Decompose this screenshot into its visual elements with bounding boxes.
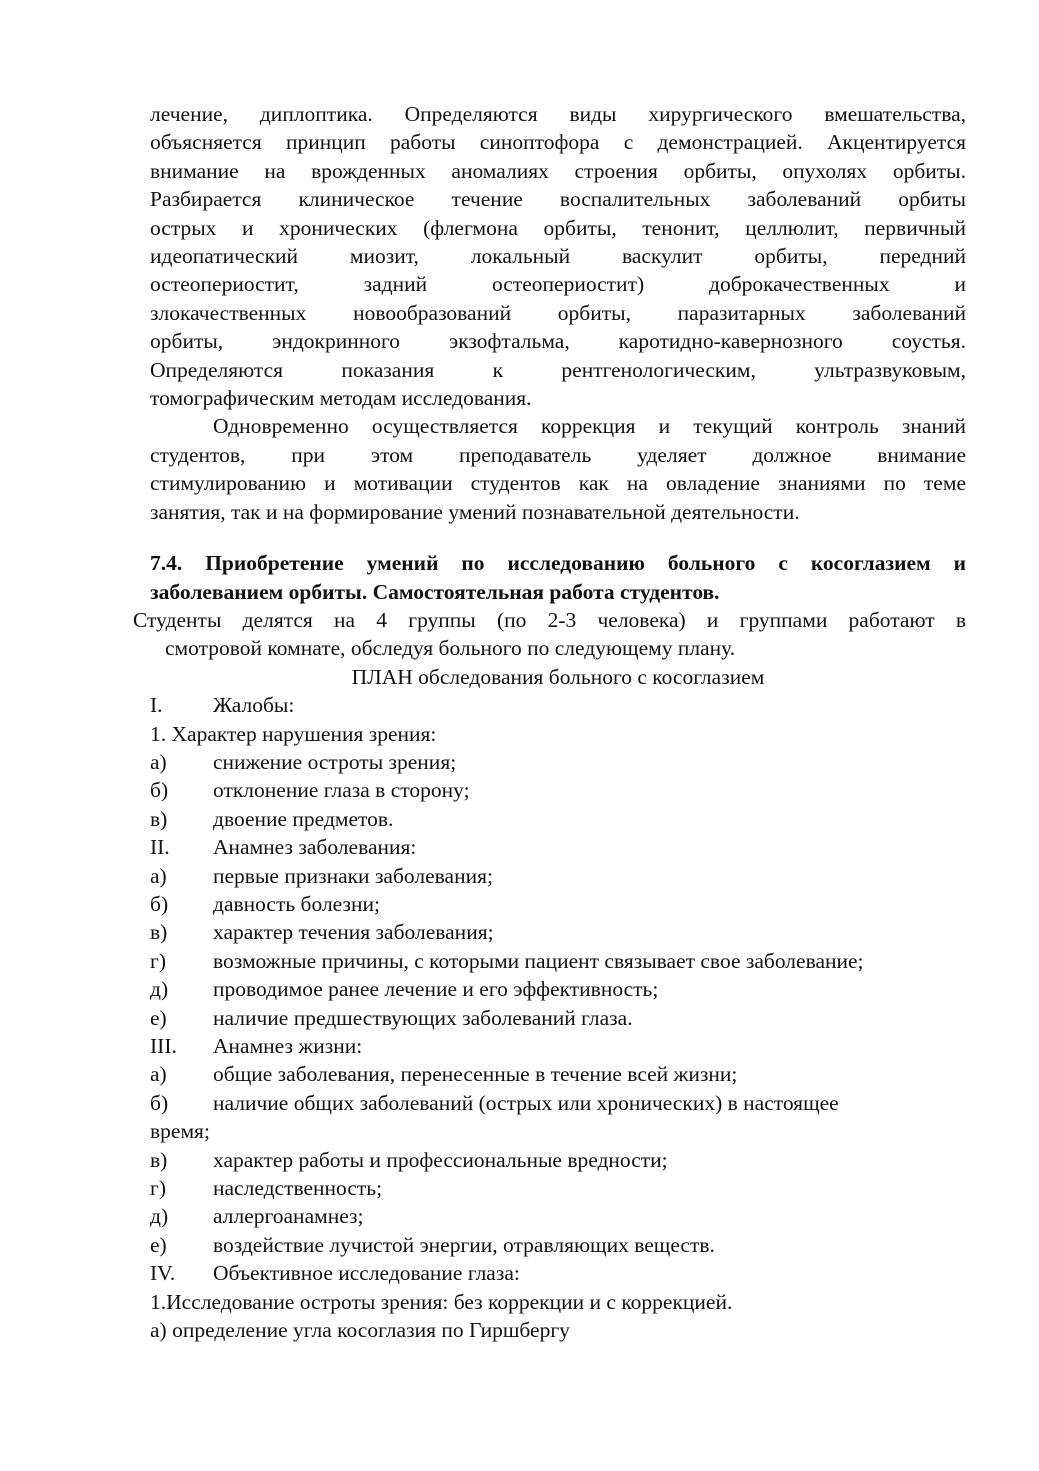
item-text: наличие предшествующих заболеваний глаза. xyxy=(213,1005,633,1030)
list-item xyxy=(150,776,966,804)
item-marker: в) xyxy=(150,920,168,945)
list-item xyxy=(150,1146,966,1174)
item-marker: д) xyxy=(150,1204,169,1229)
item-marker: е) xyxy=(150,1232,167,1257)
list-item xyxy=(150,1202,966,1230)
text-line: внимание на врожденных аномалиях строения орбиты, опухолях орбиты. xyxy=(150,158,966,183)
text-line: Одновременно осуществляется коррекция и текущий контроль знаний xyxy=(213,414,966,439)
list-item xyxy=(150,1089,966,1117)
subsection-title: 1.Исследование остроты зрения: без коррекции и с коррекцией. xyxy=(150,1289,733,1314)
section-marker: II. xyxy=(150,835,170,860)
text-line: стимулированию и мотивации студентов как на овладение знаниями по теме xyxy=(150,471,966,496)
item-marker: а) xyxy=(150,749,167,774)
list-item xyxy=(150,1004,966,1032)
text-line: объясняется принцип работы синоптофора с демонстрацией. Акцентируется xyxy=(150,130,966,155)
section-marker: I. xyxy=(150,693,163,718)
item-text: аллергоанамнез; xyxy=(213,1204,364,1229)
item-text: давность болезни; xyxy=(213,891,380,916)
section-life-history xyxy=(150,1032,966,1060)
text-line: томографическим методам исследования. xyxy=(150,386,532,411)
item-text: отклонение глаза в сторону; xyxy=(213,778,470,803)
list-item xyxy=(150,1231,966,1259)
document-page xyxy=(133,100,966,1344)
list-item xyxy=(150,947,966,975)
list-item xyxy=(150,975,966,1003)
text-line: остеопериостит, задний остеопериостит) доброкачественных и xyxy=(150,272,966,297)
list-item xyxy=(150,918,966,946)
item-text: воздействие лучистой энергии, отравляющих веществ. xyxy=(213,1232,715,1257)
item-marker: б) xyxy=(150,1090,169,1115)
item-text: общие заболевания, перенесенные в течение всей жизни; xyxy=(213,1062,738,1087)
section-title: Объективное исследование глаза: xyxy=(213,1261,520,1286)
heading-line: заболеванием орбиты. Самостоятельная работа студентов. xyxy=(150,579,720,604)
item-text: возможные причины, с которыми пациент связывает свое заболевание; xyxy=(213,948,864,973)
text-line: орбиты, эндокринного экзофтальма, каротидно-кавернозного соустья. xyxy=(150,329,966,354)
list-item xyxy=(150,890,966,918)
text-line: острых и хронических (флегмона орбиты, тенонит, целлюлит, первичный xyxy=(150,215,966,240)
item-marker: г) xyxy=(150,948,166,973)
section-title: Анамнез жизни: xyxy=(213,1034,363,1058)
section-marker: IV. xyxy=(150,1261,176,1286)
text-line: Определяются показания к рентгенологическим, ультразвуковым, xyxy=(150,357,966,382)
item-marker: а) xyxy=(150,1062,167,1087)
item-marker: д) xyxy=(150,977,169,1002)
item-marker: е) xyxy=(150,1005,167,1030)
list-item xyxy=(150,1060,966,1088)
item-marker: в) xyxy=(150,806,168,831)
item-text: двоение предметов. xyxy=(213,806,394,831)
text-line: занятия, так и на формирование умений познавательной деятельности. xyxy=(150,499,800,524)
text-line: Студенты делятся на 4 группы (по 2-3 человека) и группами работают в xyxy=(133,607,966,632)
item-text-continuation: время; xyxy=(150,1119,210,1144)
plan-title: ПЛАН обследования больного с косоглазием xyxy=(351,664,765,689)
item-text: характер работы и профессиональные вредности; xyxy=(213,1147,668,1172)
section-disease-history xyxy=(150,833,966,861)
item-text: первые признаки заболевания; xyxy=(213,863,493,888)
section-title: Жалобы: xyxy=(213,693,295,718)
text-line: смотровой комнате, обследуя больного по следующему плану. xyxy=(165,636,736,661)
item-marker: б) xyxy=(150,891,169,916)
item-marker: а) xyxy=(150,863,167,888)
section-complaints xyxy=(150,691,966,719)
paragraph-knowledge-control xyxy=(150,412,966,526)
section-title: Анамнез заболевания: xyxy=(213,835,417,860)
paragraph-groups-intro xyxy=(133,606,966,663)
heading-line: 7.4. Приобретение умений по исследованию больного с косоглазием и xyxy=(150,551,966,576)
item-text: характер течения заболевания; xyxy=(213,920,494,945)
section-heading xyxy=(150,549,966,606)
item-text: наследственность; xyxy=(213,1176,383,1201)
item-text: проводимое ранее лечение и его эффективность; xyxy=(213,977,659,1002)
text-line: студентов, при этом преподаватель уделяет должное внимание xyxy=(150,442,966,467)
item-marker: б) xyxy=(150,778,169,803)
text-line: злокачественных новообразований орбиты, паразитарных заболеваний xyxy=(150,300,966,325)
section-marker: III. xyxy=(150,1034,177,1058)
section-objective-exam xyxy=(150,1259,966,1287)
item-marker: г) xyxy=(150,1176,166,1201)
list-item xyxy=(150,805,966,833)
list-item: а) определение угла косоглазия по Гиршбергу xyxy=(150,1318,570,1343)
paragraph-procedures xyxy=(150,100,966,412)
text-line: Разбирается клиническое течение воспалительных заболеваний орбиты xyxy=(150,187,966,212)
item-marker: в) xyxy=(150,1147,168,1172)
list-item xyxy=(150,862,966,890)
list-item xyxy=(150,1174,966,1202)
item-text: наличие общих заболеваний (острых или хронических) в настоящее xyxy=(213,1090,839,1115)
examination-plan xyxy=(150,691,966,1344)
text-line: лечение, диплоптика. Определяются виды хирургического вмешательства, xyxy=(150,102,966,126)
list-item xyxy=(150,748,966,776)
subsection-title: 1. Характер нарушения зрения: xyxy=(150,721,437,746)
item-text: снижение остроты зрения; xyxy=(213,749,457,774)
text-line: идеопатический миозит, локальный васкулит орбиты, передний xyxy=(150,244,966,269)
